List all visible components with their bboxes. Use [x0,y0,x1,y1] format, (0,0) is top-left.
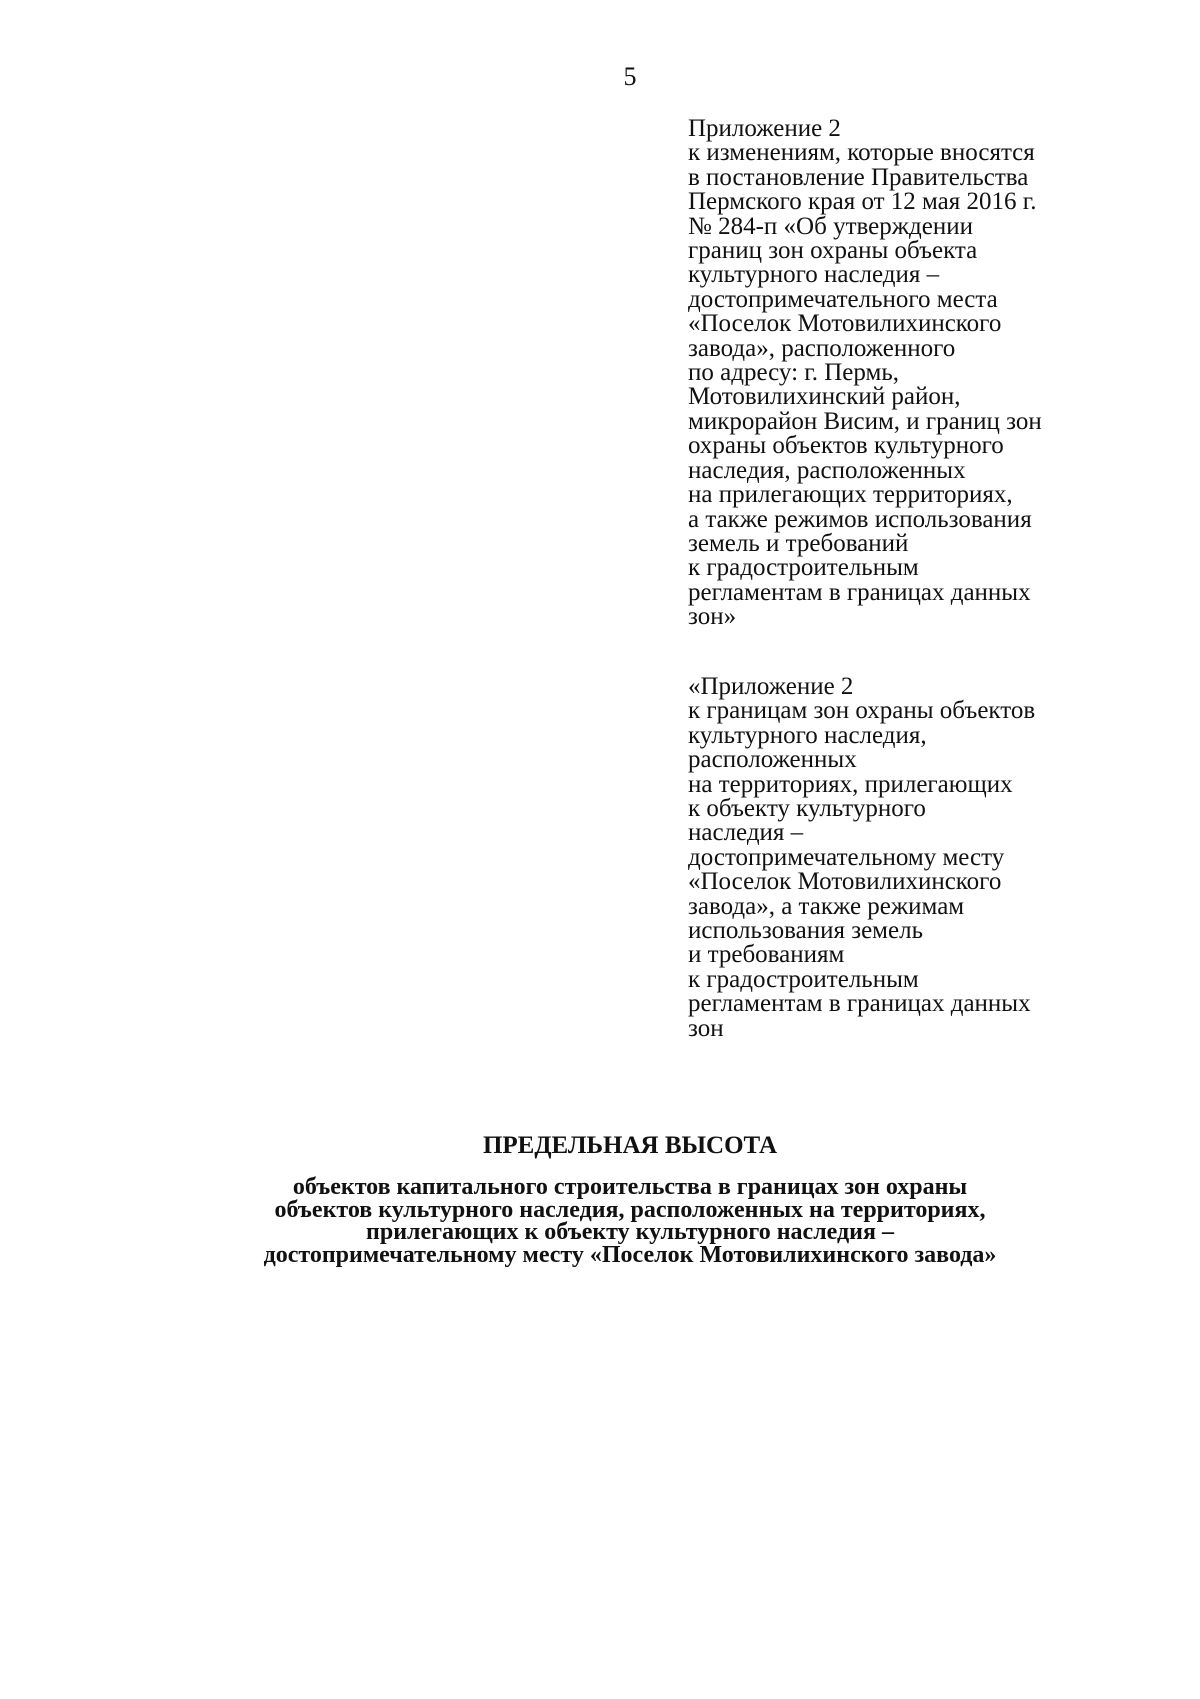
quoted-appendix-line: достопримечательному месту [688,843,1005,871]
document-subtitle [0,1176,1200,1266]
appendix-header-line: № 284-п «Об утверждении [688,212,973,240]
quoted-appendix-line: расположенных [688,746,857,774]
appendix-header-line: охраны объектов культурного [688,432,1004,460]
appendix-header-line: к градостроительным [688,554,919,582]
appendix-header-line: а также режимов использования [688,505,1032,533]
document-title-section [0,1132,1200,1266]
appendix-header-line: культурного наследия – [688,261,940,289]
appendix-header-line: зон» [688,603,737,631]
quoted-appendix-line: к границам зон охраны объектов [688,697,1036,725]
appendix-header-line: земель и требований [688,529,909,557]
appendix-header-line: регламентам в границах данных [688,578,1031,606]
subtitle-line: объектов культурного наследия, расположенных на территориях, [274,1196,986,1223]
appendix-header-line: Мотовилихинский район, [688,383,961,411]
document-title: ПРЕДЕЛЬНАЯ ВЫСОТА [482,1132,778,1159]
appendix-header-line: микрорайон Висим, и границ зон [688,407,1042,435]
appendix-header-line: завода», расположенного [688,334,956,362]
quoted-appendix-line: к объекту культурного [688,795,926,823]
subtitle-line: достопримечательному месту «Поселок Мотовилихинского завода» [263,1241,997,1268]
quoted-appendix-line: завода», а также режимам [688,892,965,920]
quoted-appendix-block [688,675,1108,1041]
appendix-header-line: к изменениям, которые вносятся [688,139,1035,167]
quoted-appendix-line: и требованиям [688,941,845,969]
appendix-header-line: «Поселок Мотовилихинского [688,310,1002,338]
appendix-header-line: границ зон охраны объекта [688,237,978,265]
appendix-header-line: по адресу: г. Пермь, [688,359,899,387]
appendix-header-line: наследия, расположенных [688,456,966,484]
appendix-header-line: достопримечательного места [688,285,998,313]
quoted-appendix-line: на территориях, прилегающих [688,770,1013,798]
quoted-appendix-line: «Поселок Мотовилихинского [688,868,1002,896]
appendix-header-line: в постановление Правительства [688,163,1029,191]
appendix-header-line: Пермского края от 12 мая 2016 г. [688,188,1037,216]
page-number: 5 [623,62,637,91]
subtitle-line: объектов капитального строительства в границах зон охраны [292,1174,968,1200]
quoted-appendix-line: «Приложение 2 [688,673,854,700]
subtitle-line: прилегающих к объекту культурного наследия – [366,1219,894,1245]
quoted-appendix-line: культурного наследия, [688,721,927,749]
quoted-appendix-line: наследия – [688,819,804,847]
appendix-header-line: на прилегающих территориях, [688,481,1013,509]
appendix-header-block [688,117,1108,630]
appendix-header-line: Приложение 2 [688,115,841,142]
quoted-appendix-line: зон [688,1014,724,1042]
quoted-appendix-line: к градостроительным [688,965,919,993]
quoted-appendix-line: использования земель [688,917,923,945]
quoted-appendix-line: регламентам в границах данных [688,990,1031,1018]
